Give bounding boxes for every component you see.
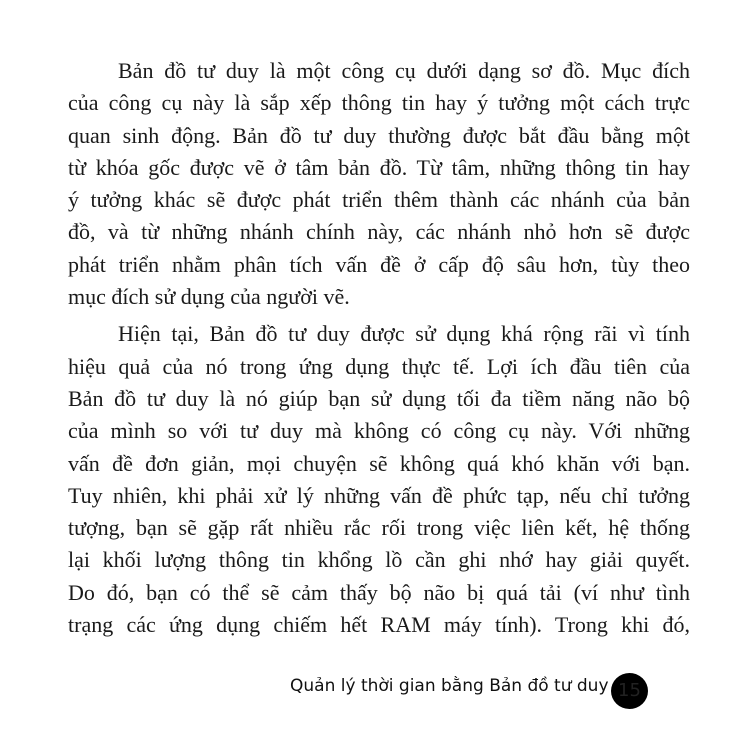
text-line: của mình so với tư duy mà không có công cụ này. Với những [68, 418, 690, 444]
text-line: tượng, bạn sẽ gặp rất nhiều rắc rối trong việc liên kết, hệ thống [68, 515, 690, 541]
text-line: Bản đồ tư duy là một công cụ dưới dạng sơ đồ. Mục đích [118, 58, 690, 83]
text-line: đồ, và từ những nhánh chính này, các nhánh nhỏ hơn sẽ được [68, 219, 690, 245]
text-line: Bản đồ tư duy là nó giúp bạn sử dụng tối đa tiềm năng não bộ [68, 385, 690, 411]
page-body [68, 55, 690, 641]
text-line: Tuy nhiên, khi phải xử lý những vấn đề phức tạp, nếu chỉ tưởng [68, 482, 690, 508]
text-line: của công cụ này là sắp xếp thông tin hay ý tưởng một cách trực [68, 90, 690, 116]
text-line: Do đó, bạn có thể sẽ cảm thấy bộ não bị quá tải (ví như tình [68, 579, 690, 605]
page-number-badge: 15 [611, 673, 648, 709]
text-line: lại khối lượng thông tin khổng lồ cần ghi nhớ hay giải quyết. [68, 547, 690, 573]
text-line: vấn đề đơn giản, mọi chuyện sẽ không quá khó khăn với bạn. [68, 450, 690, 476]
text-line: từ khóa gốc được vẽ ở tâm bản đồ. Từ tâm, những thông tin hay [68, 154, 690, 180]
text-line: quan sinh động. Bản đồ tư duy thường được bắt đầu bằng một [68, 122, 690, 148]
text-line: trạng các ứng dụng chiếm hết RAM máy tính). Trong khi đó, [68, 612, 690, 638]
text-line: phát triển nhằm phân tích vấn đề ở cấp độ sâu hơn, tùy theo [68, 251, 690, 277]
paragraph-1 [68, 55, 690, 313]
paragraph-2 [68, 318, 690, 641]
text-line: hiệu quả của nó trong ứng dụng thực tế. Lợi ích đầu tiên của [68, 353, 690, 379]
text-line: Hiện tại, Bản đồ tư duy được sử dụng khá rộng rãi vì tính [118, 321, 690, 347]
text-line: mục đích sử dụng của người vẽ. [68, 284, 350, 310]
running-footer-title: Quản lý thời gian bằng Bản đồ tư duy [290, 676, 609, 696]
text-line: ý tưởng khác sẽ được phát triển thêm thành các nhánh của bản [68, 187, 690, 213]
